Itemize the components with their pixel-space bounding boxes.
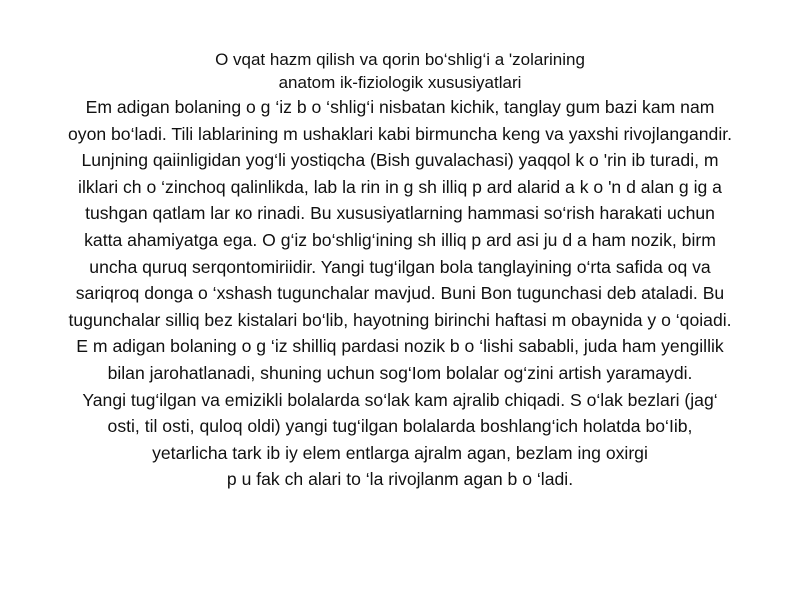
paragraph-line-12: Yangi tug‘ilgan va emizikli bolalarda so‘lak kam ajralib chiqadi. S o‘lak bezlari (jag‘: [82, 389, 718, 410]
paragraph-line-8: sariqroq donga o ‘xshash tugunchalar mavjud. Buni Bon tugunchasi deb ataladi. Bu: [75, 283, 725, 304]
paragraph-line-9: tugunchalar silliq bez kistalari bo‘lib, hayotning birinchi haftasi m obaynida y o ‘qoiadi.: [68, 309, 732, 330]
document-title-line-2: anatom ik-fiziologik xususiyatlari: [278, 73, 522, 92]
paragraph-line-14: yetarlicha tark ib iy elem entlarga ajralm agan, bezlam ing oxirgi: [152, 442, 648, 463]
document-page: [0, 48, 800, 493]
document-title-line-1: O vqat hazm qilish va qorin bo‘shlig‘i a 'zolarining: [215, 50, 585, 69]
paragraph-line-10: E m adigan bolaning o g ‘iz shilliq pardasi nozik b o ‘lishi sababli, juda ham yengillik: [76, 336, 724, 357]
paragraph-line-6: katta ahamiyatga ega. O g‘iz bo‘shlig‘ining sh illiq p ard asi ju d a ham nozik, birm: [84, 229, 716, 250]
paragraph-line-1: Em adigan bolaning o g ‘iz b o ‘shlig‘i nisbatan kichik, tanglay gum bazi kam nam: [85, 97, 715, 117]
paragraph-line-4: ilklari ch o ‘zinchoq qalinlikda, lab la rin in g sh illiq p ard alarid a k o 'n d alan g ig a: [78, 176, 722, 197]
paragraph-line-11: bilan jarohatlanadi, shuning uchun sog‘Iom bolalar og‘zini artish yaramaydi.: [107, 362, 693, 383]
paragraph-line-2: oyon bo‘ladi. Tili lablarining m ushaklari kabi birmuncha keng va yaxshi rivojlangandir.: [67, 123, 733, 144]
paragraph-line-5: tushgan qatlam lar ко rinadi. Bu xususiyatlarning hammasi so‘rish harakati uchun: [85, 203, 715, 224]
paragraph-line-3: Lunjning qaiinligidan yog‘li yostiqcha (Bish guvalachasi) yaqqol k o 'rin ib turadi, m: [81, 150, 719, 171]
paragraph-line-13: osti, til osti, quloq oldi) yangi tug‘ilgan bolalarda boshlang‘ich holatda bo‘Iib,: [107, 416, 693, 437]
paragraph-line-7: uncha quruq serqontomiriidir. Yangi tug‘ilgan bola tanglayining o‘rta safida oq va: [89, 256, 711, 277]
paragraph-line-15: p u fak ch alari to ‘la rivojlanm agan b o ‘ladi.: [226, 469, 574, 490]
